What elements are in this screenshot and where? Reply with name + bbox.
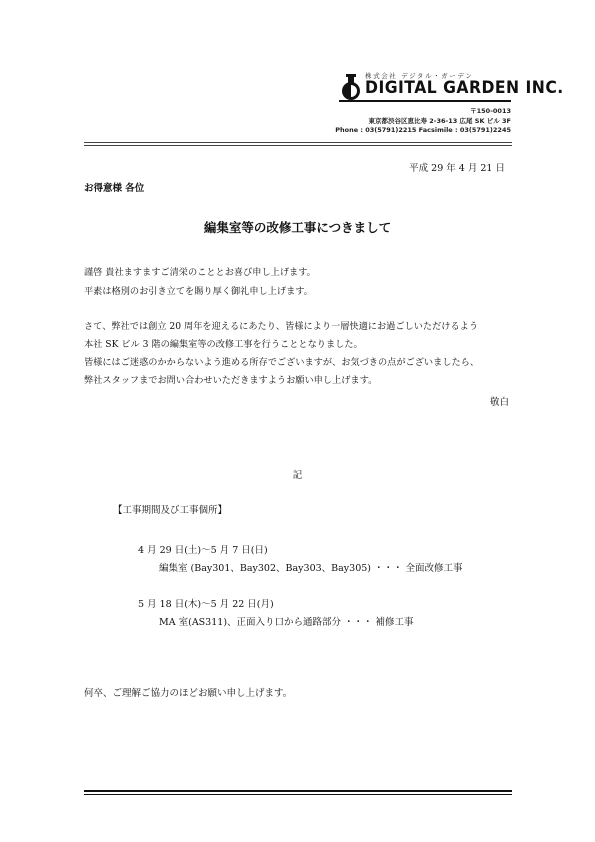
schedule-period: 4 月 29 日(土)～5 月 7 日(日) [138, 545, 268, 556]
body-line: 皆様にはご迷惑のかからないよう進める所存でございますが、お気づきの点がございましたら、 [84, 357, 480, 368]
company-address: 東京都渋谷区恵比寿 2-36-13 広尾 SK ビル 3F [368, 117, 511, 125]
closing-line: 何卒、ご理解ご協力のほどお願い申し上げます。 [84, 688, 293, 699]
body-line: 本社 SK ビル 3 階の編集室等の改修工事を行うこととなりました。 [84, 339, 363, 350]
greeting-line: 平素は格別のお引き立てを賜り厚く御礼申し上げます。 [84, 286, 313, 297]
signoff: 敬白 [489, 397, 509, 408]
ki-heading: 記 [292, 470, 303, 481]
letter-date: 平成 29 年 4 月 21 日 [409, 163, 505, 174]
body-line: さて、弊社では創立 20 周年を迎えるにあたり、皆様により一層快適にお過ごしいただけるよう [84, 321, 479, 332]
header-rule-bottom [84, 145, 512, 146]
company-name-kana: 株式会社 デジタル・ガーデン [365, 72, 474, 80]
body-line: 弊社スタッフまでお問い合わせいただきますようお願い申し上げます。 [84, 375, 378, 386]
schedule-period: 5 月 18 日(木)～5 月 22 日(月) [138, 599, 274, 610]
section-heading: 【工事期間及び工事個所】 [113, 505, 228, 516]
postal-code: 〒150-0013 [470, 107, 511, 115]
logo-underline [339, 100, 511, 102]
header-rule-top [84, 142, 512, 143]
footer-rule-thin [84, 794, 512, 795]
company-phone-fax: Phone : 03(5791)2215 Facsimile : 03(5791)2245 [335, 126, 511, 134]
schedule-detail: 編集室 (Bay301、Bay302、Bay303、Bay305) ・・・ 全面改修工事 [159, 563, 463, 574]
recipient: お得意様 各位 [84, 183, 145, 194]
greeting-line: 謹啓 貴社ますますご清栄のこととお喜び申し上げます。 [84, 267, 316, 278]
letter-title: 編集室等の改修工事につきまして [203, 220, 392, 235]
footer-rule-thick [84, 790, 512, 792]
company-logo-text: DIGITAL GARDEN INC. [365, 78, 564, 98]
schedule-detail: MA 室(AS311)、正面入り口から通路部分 ・・・ 補修工事 [159, 617, 414, 628]
flask-logo-icon [339, 74, 363, 100]
